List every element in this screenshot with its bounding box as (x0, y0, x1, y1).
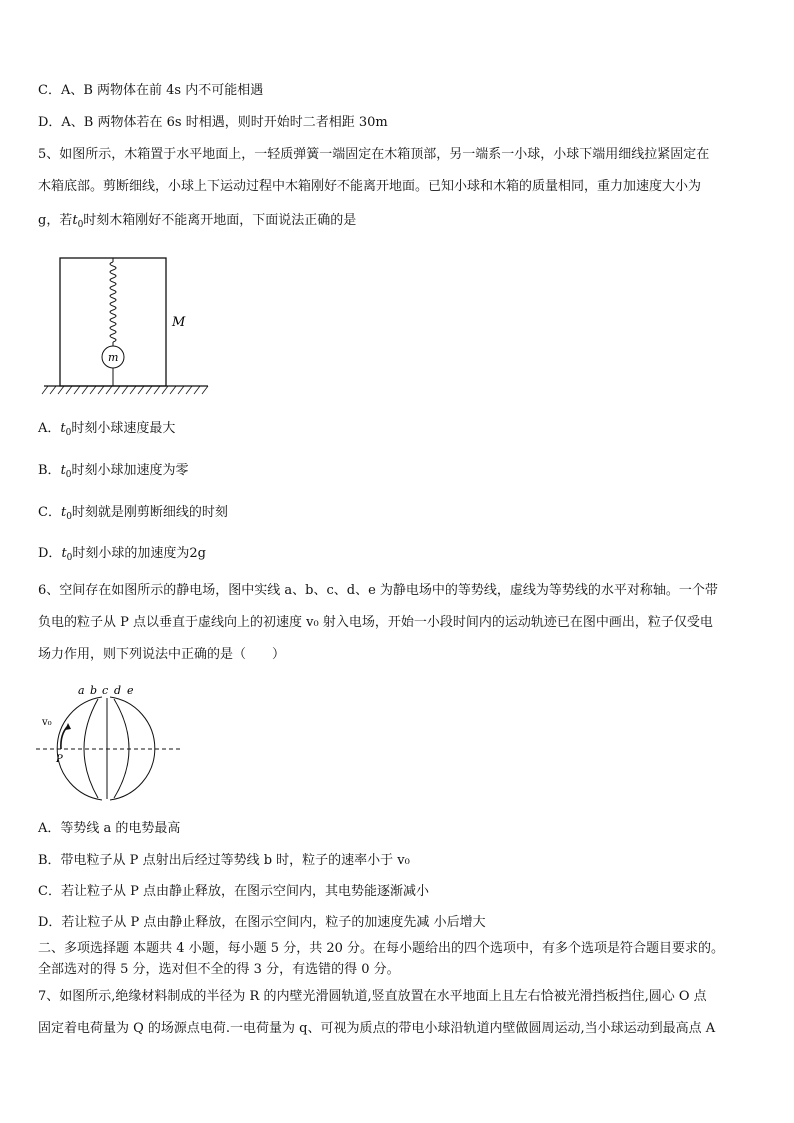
q6-stem-line-2: 负电的粒子从 P 点以垂直于虚线向上的初速度 v₀ 射入电场，开始一小段时间内的运动轨迹已在图中画出，粒子仅受电 (38, 615, 713, 630)
q5-stem-line-3: g，若$t_0$时刻木箱刚好不能离开地面，下面说法正确的是 (38, 213, 357, 230)
q6-equipotential-figure (34, 682, 184, 802)
q5-stem-line-1: 5、如图所示，木箱置于水平地面上，一轻质弹簧一端固定在木箱顶部，另一端系一小球，小球下端用细线拉紧固定在 (38, 147, 710, 162)
label-a: a (78, 684, 85, 697)
q7-stem-line-2: 固定着电荷量为 Q 的场源点电荷.一电荷量为 q、可视为质点的带电小球沿轨道内壁做圆周运动,当小球运动到最高点 A (38, 1021, 716, 1036)
q5-option-c: C．$t_0$时刻就是刚剪断细线的时刻 (38, 505, 228, 522)
equipotential-e (110, 697, 155, 800)
q5-option-b: B．$t_0$时刻小球加速度为零 (38, 463, 189, 480)
section2-heading-line-1: 二、多项选择题 本题共 4 小题，每小题 5 分，共 20 分。在每小题给出的四个选项中，有多个选项是符合题目要求的。 (38, 941, 725, 956)
label-c: c (102, 684, 109, 697)
label-d: d (114, 684, 122, 697)
q6-stem-line-3: 场力作用，则下列说法中正确的是（ ） (38, 647, 286, 662)
ground-hatch (42, 386, 208, 394)
q5-option-a: A．$t_0$时刻小球速度最大 (38, 421, 176, 438)
q6-option-a: A．等势线 a 的电势最高 (38, 821, 181, 836)
equipotential-d (114, 699, 129, 798)
v0-label: v₀ (42, 717, 52, 728)
equipotential-b (84, 699, 98, 798)
q6-option-d: D．若让粒子从 P 点由静止释放，在图示空间内，粒子的加速度先减 小后增大 (38, 915, 486, 930)
velocity-arrowhead (65, 723, 71, 730)
q7-stem-line-1: 7、如图所示,绝缘材料制成的半径为 R 的内壁光滑圆轨道,竖直放置在水平地面上且左右恰被光滑挡板挡住,圆心 O 点 (38, 989, 707, 1004)
q6-stem-line-1: 6、空间存在如图所示的静电场，图中实线 a、b、c、d、e 为静电场中的等势线，虚线为等势线的水平对称轴。一个带 (38, 583, 718, 598)
p-label: P (56, 754, 63, 765)
label-e: e (127, 684, 134, 697)
equipotential-a (57, 697, 102, 800)
box-label: M (172, 315, 186, 330)
section2-heading-line-2: 全部选对的得 5 分，选对但不全的得 3 分，有选错的得 0 分。 (38, 962, 400, 977)
q6-option-b: B．带电粒子从 P 点射出后经过等势线 b 时，粒子的速率小于 v₀ (38, 853, 410, 868)
q5-option-d: D．$t_0$时刻小球的加速度为2g (38, 546, 206, 563)
q4-option-d: D．A、B 两物体若在 6s 时相遇，则时开始时二者相距 30m (38, 115, 388, 130)
spring-coil (110, 258, 116, 346)
q5-box-spring-figure (40, 252, 220, 402)
label-b: b (90, 684, 98, 697)
q6-option-c: C．若让粒子从 P 点由静止释放，在图示空间内，其电势能逐渐减小 (38, 884, 429, 899)
q4-option-c: C．A、B 两物体在前 4s 内不可能相遇 (38, 83, 264, 98)
q5-stem-line-2: 木箱底部。剪断细线，小球上下运动过程中木箱刚好不能离开地面。已知小球和木箱的质量相同，重力加速度大小为 (38, 179, 702, 194)
ball-label: m (108, 351, 119, 364)
